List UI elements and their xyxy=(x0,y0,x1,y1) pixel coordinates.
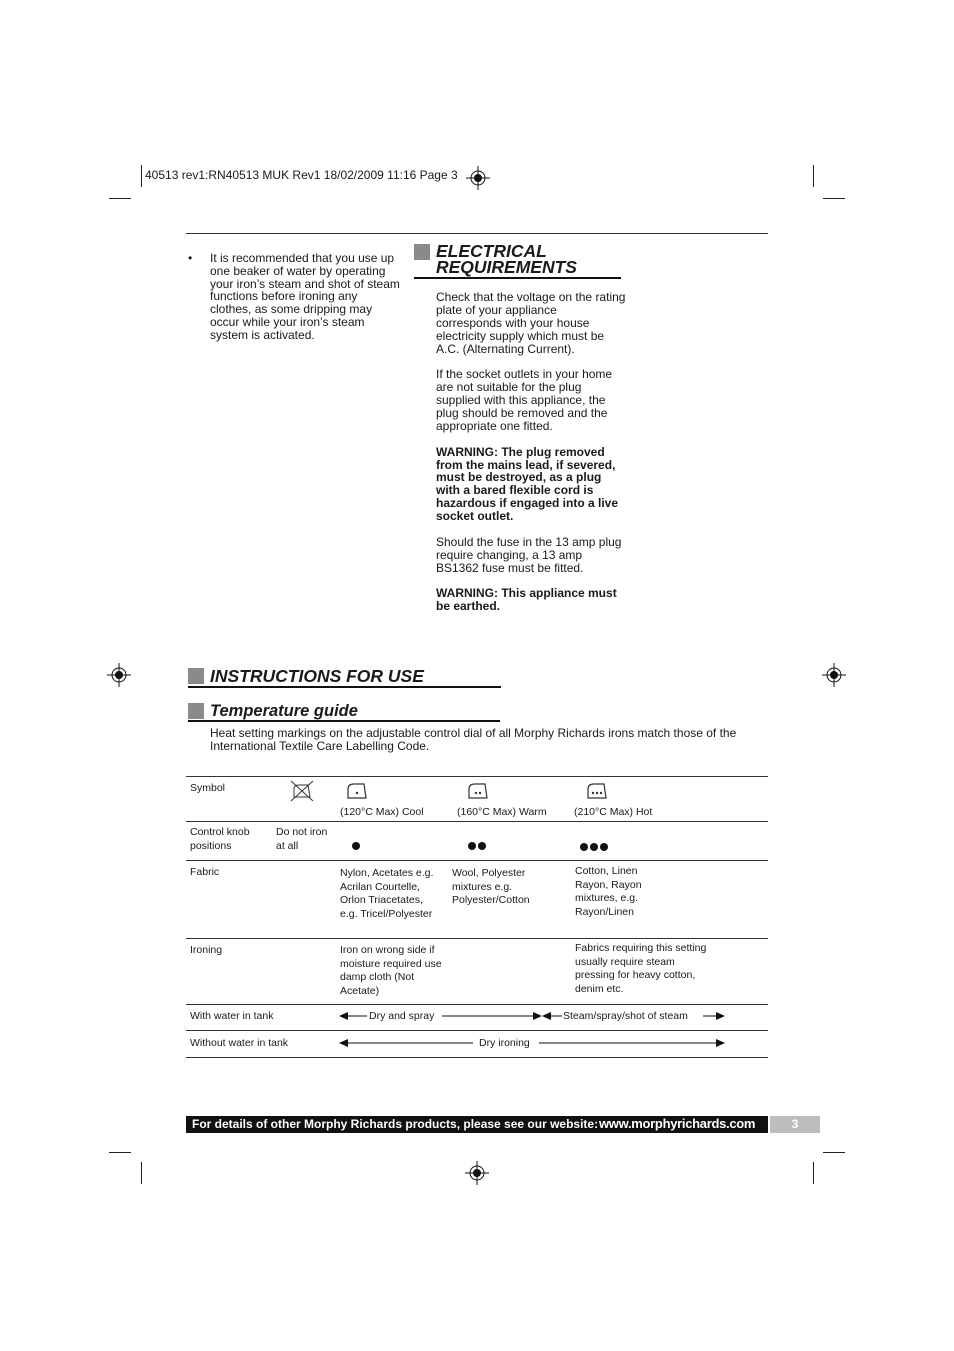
table-rule xyxy=(186,1057,768,1058)
do-not-iron-icon xyxy=(290,780,314,802)
bullet-text: It is recommended that you use up one beaker of water by operating your iron’s steam and shot of steam functions before ironing any clothes, as some dripping may occur while your iron’s steam system is activated. xyxy=(210,251,400,342)
iron-three-dots-icon xyxy=(586,780,608,800)
temperature-intro: Heat setting markings on the adjustable control dial of all Morphy Richards irons match those of the International Textile Care Labelling Code. xyxy=(210,726,737,753)
symbol-hot: (210°C Max) Hot xyxy=(574,806,653,818)
fabric-hot: Cotton, Linen Rayon, Rayon mixtures, e.g. Rayon/Linen xyxy=(575,865,642,918)
instructions-heading: INSTRUCTIONS FOR USE xyxy=(210,666,424,686)
knob-dot xyxy=(580,843,588,851)
top-rule xyxy=(186,233,768,234)
arrow-left-icon xyxy=(339,1038,475,1048)
fabric-cool: Nylon, Acetates e.g. Acrilan Courtelle, Orlon Triacetates, e.g. Tricel/Polyester xyxy=(340,867,434,920)
table-rule xyxy=(186,938,768,939)
arrow-left-icon xyxy=(339,1011,367,1021)
heading-underline xyxy=(188,686,501,688)
heading-underline xyxy=(188,720,500,722)
table-rule xyxy=(186,776,768,777)
table-rule xyxy=(186,860,768,861)
row-label: Symbol xyxy=(190,782,226,794)
row-label: Without water in tank xyxy=(190,1037,289,1049)
table-rule xyxy=(186,1030,768,1031)
crop-mark xyxy=(141,165,142,187)
paragraph: If the socket outlets in your home are not suitable for the plug supplied with this appliance, the plug should be removed and the appropriate one fitted. xyxy=(436,367,613,433)
symbol-cool: (120°C Max) Cool xyxy=(340,806,424,818)
paragraph: Check that the voltage on the rating plate of your appliance corresponds with your house electricity supply which must be A.C. (Alternating Current). xyxy=(436,290,626,356)
registration-mark-icon xyxy=(465,1161,489,1185)
row-label: Ironing xyxy=(190,944,223,956)
row-label: Control knob positions xyxy=(190,826,250,852)
knob-dot xyxy=(600,843,608,851)
knob-dot xyxy=(468,842,476,850)
heading-underline xyxy=(414,277,621,279)
footer-bar xyxy=(186,1116,768,1133)
table-rule xyxy=(186,821,768,822)
section-marker xyxy=(188,703,204,719)
row-label: With water in tank xyxy=(190,1010,274,1022)
crop-mark xyxy=(141,1162,142,1184)
iron-two-dots-icon xyxy=(467,780,489,800)
arrow-right-icon xyxy=(539,1038,725,1048)
arrow-right-icon xyxy=(442,1011,542,1021)
page-number: 3 xyxy=(770,1116,820,1133)
water-dry-spray: Dry and spray xyxy=(369,1010,435,1022)
warning-paragraph: WARNING: This appliance must be earthed. xyxy=(436,586,617,614)
crop-mark xyxy=(823,198,845,199)
section-marker xyxy=(414,244,430,260)
crop-mark xyxy=(813,1162,814,1184)
knob-dot xyxy=(590,843,598,851)
paragraph: Should the fuse in the 13 amp plug require changing, a 13 amp BS1362 fuse must be fitted. xyxy=(436,534,622,575)
registration-mark-icon xyxy=(822,663,846,687)
crop-mark xyxy=(823,1152,845,1153)
electrical-heading xyxy=(436,243,577,275)
nowater-dry-ironing: Dry ironing xyxy=(479,1037,530,1049)
bullet-marker: • xyxy=(188,251,193,265)
electrical-heading-line1: ELECTRICAL xyxy=(436,241,547,261)
crop-mark xyxy=(109,198,131,199)
section-marker xyxy=(188,668,204,684)
registration-mark-icon xyxy=(107,663,131,687)
table-rule xyxy=(186,1004,768,1005)
fabric-warm: Wool, Polyester mixtures e.g. Polyester/Cotton xyxy=(452,867,530,907)
crop-mark xyxy=(109,1152,131,1153)
temperature-guide-heading: Temperature guide xyxy=(210,702,358,720)
footer-text: For details of other Morphy Richards products, please see our website: xyxy=(192,1117,599,1131)
print-slug: 40513 rev1:RN40513 MUK Rev1 18/02/2009 11:16 Page 3 xyxy=(145,168,458,182)
symbol-warm: (160°C Max) Warm xyxy=(457,806,547,818)
row-label: Fabric xyxy=(190,866,220,878)
ironing-cool: Iron on wrong side if moisture required use damp cloth (Not Acetate) xyxy=(340,944,442,997)
warning-paragraph: WARNING: The plug removed from the mains lead, if severed, must be destroyed, as a plug with a bared flexible cord is hazardous if engaged into a live socket outlet. xyxy=(436,444,619,524)
arrow-left-icon xyxy=(542,1011,562,1021)
arrow-right-icon xyxy=(703,1011,725,1021)
knob-none: Do not iron at all xyxy=(276,826,328,852)
electrical-body xyxy=(436,291,626,626)
website-link[interactable]: www.morphyrichards.com xyxy=(599,1116,756,1131)
knob-dot xyxy=(352,842,360,850)
iron-one-dot-icon xyxy=(346,780,368,800)
electrical-heading-line2: REQUIREMENTS xyxy=(436,257,577,277)
registration-mark-icon xyxy=(466,166,490,190)
knob-dot xyxy=(478,842,486,850)
water-steam: Steam/spray/shot of steam xyxy=(563,1010,688,1022)
ironing-hot: Fabrics requiring this setting usually require steam pressing for heavy cotton, denim etc. xyxy=(575,942,707,995)
crop-mark xyxy=(813,165,814,187)
